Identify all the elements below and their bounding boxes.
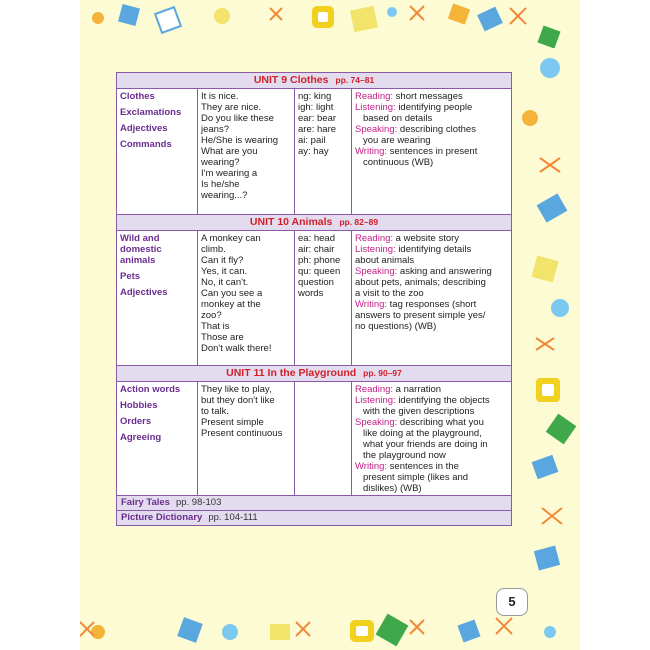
topic: Pets xyxy=(120,271,141,282)
topic: Commands xyxy=(120,139,172,150)
skill-reading xyxy=(355,91,508,102)
skill-text: with the given descriptions xyxy=(363,406,475,417)
skill-listening xyxy=(355,244,508,255)
unit-10-heading xyxy=(117,215,511,231)
skill-text: describing clothes xyxy=(399,124,476,135)
skill-text: about animals xyxy=(355,255,415,266)
topic: Wild and domestic animals xyxy=(120,233,162,266)
skill-label: Reading: xyxy=(355,384,394,395)
contents-table xyxy=(116,72,512,526)
language-line: He/She is wearing xyxy=(201,135,279,146)
skill-text: answers to present simple yes/ xyxy=(355,310,486,321)
skill-text: what your friends are doing in xyxy=(363,439,488,450)
skill-label: Listening: xyxy=(355,395,396,406)
phonics-line: ng: king xyxy=(298,91,332,102)
language-line: climb. xyxy=(201,244,226,255)
language-line: Those are xyxy=(201,332,244,343)
skill-text: sentences in present xyxy=(389,146,478,157)
skill-text: you are wearing xyxy=(363,135,431,146)
language-line: jeans? xyxy=(201,124,229,135)
unit-9-row xyxy=(117,89,511,215)
language-line: wearing...? xyxy=(201,190,248,201)
unit-10-skills xyxy=(352,231,511,365)
fairy-tales-row xyxy=(117,495,511,510)
skill-text: a visit to the zoo xyxy=(355,288,424,299)
language-line: No, it can't. xyxy=(201,277,249,288)
topic: Orders xyxy=(120,416,152,427)
picture-dictionary-title: Picture Dictionary xyxy=(121,512,203,523)
unit-11-pages: pp. 90–97 xyxy=(363,368,402,378)
topic: Hobbies xyxy=(120,400,158,411)
topic: Adjectives xyxy=(120,123,168,134)
language-line: Don't walk there! xyxy=(201,343,272,354)
skill-speaking xyxy=(355,266,508,277)
unit-9-heading xyxy=(117,73,511,89)
decorative-border-right xyxy=(520,48,580,602)
unit-9-pages: pp. 74–81 xyxy=(335,75,375,85)
skill-text: short messages xyxy=(395,91,463,102)
topic: Adjectives xyxy=(120,287,168,298)
topic: Action words xyxy=(120,384,181,395)
language-line: but they don't like xyxy=(201,395,275,406)
fairy-tales-pages: pp. 98-103 xyxy=(175,497,222,508)
skill-label: Speaking: xyxy=(355,417,398,428)
picture-dictionary-pages: pp. 104-111 xyxy=(208,512,258,523)
phonics-line: words xyxy=(298,288,324,299)
skill-text: identifying people xyxy=(398,102,473,113)
skill-text: identifying details xyxy=(398,244,472,255)
language-line: It is nice. xyxy=(201,91,239,102)
skill-text: the playground now xyxy=(363,450,446,461)
skill-label: Writing: xyxy=(355,299,388,310)
language-line: Is he/she xyxy=(201,179,240,190)
skill-text: about pets, animals; describing xyxy=(355,277,486,288)
language-line: Present simple xyxy=(201,417,264,428)
skill-text: continuous (WB) xyxy=(363,157,434,168)
skill-reading xyxy=(355,384,508,395)
unit-9-topics xyxy=(117,89,198,214)
skill-text: asking and answering xyxy=(399,266,492,277)
skill-text: identifying the objects xyxy=(398,395,490,406)
unit-11-row xyxy=(117,382,511,495)
unit-10-title: UNIT 10 Animals xyxy=(249,216,333,228)
phonics-line: air: chair xyxy=(298,244,335,255)
phonics-line: question xyxy=(298,277,334,288)
skill-reading xyxy=(355,233,508,244)
skill-text: like doing at the playground, xyxy=(363,428,482,439)
unit-9-phonics xyxy=(295,89,352,214)
language-line: Present continuous xyxy=(201,428,283,439)
phonics-line: ear: bear xyxy=(298,113,337,124)
language-line: Can you see a xyxy=(201,288,263,299)
skill-text: a website story xyxy=(395,233,460,244)
skill-writing xyxy=(355,299,508,310)
skill-listening xyxy=(355,395,508,406)
phonics-line: ea: head xyxy=(298,233,335,244)
skill-writing xyxy=(355,146,508,157)
language-line: They are nice. xyxy=(201,102,262,113)
unit-10-topics xyxy=(117,231,198,365)
skill-text: based on details xyxy=(363,113,433,124)
skill-text: dislikes) (WB) xyxy=(363,483,422,494)
topic: Clothes xyxy=(120,91,155,102)
language-line: monkey at the xyxy=(201,299,261,310)
skill-label: Writing: xyxy=(355,461,388,472)
unit-11-skills xyxy=(352,382,511,495)
page-number: 5 xyxy=(496,588,528,616)
skill-label: Reading: xyxy=(355,91,394,102)
picture-dictionary-row xyxy=(117,510,511,525)
skill-text: tag responses (short xyxy=(389,299,477,310)
skill-label: Speaking: xyxy=(355,124,398,135)
language-line: wearing? xyxy=(201,157,240,168)
decorative-border-top xyxy=(80,0,580,48)
skill-label: Listening: xyxy=(355,244,396,255)
topic: Agreeing xyxy=(120,432,162,443)
topic: Exclamations xyxy=(120,107,182,118)
unit-9-skills xyxy=(352,89,511,214)
language-line: I'm wearing a xyxy=(201,168,258,179)
skill-label: Writing: xyxy=(355,146,388,157)
skill-text: no questions) (WB) xyxy=(355,321,437,332)
unit-11-topics xyxy=(117,382,198,495)
language-line: That is xyxy=(201,321,230,332)
language-line: zoo? xyxy=(201,310,222,321)
skill-text: describing what you xyxy=(399,417,484,428)
skill-text: present simple (likes and xyxy=(363,472,469,483)
phonics-line: igh: light xyxy=(298,102,334,113)
unit-9-language xyxy=(198,89,295,214)
phonics-line: qu: queen xyxy=(298,266,341,277)
phonics-line: are: hare xyxy=(298,124,337,135)
unit-11-heading xyxy=(117,366,511,382)
unit-9-title: UNIT 9 Clothes xyxy=(253,74,329,86)
unit-10-pages: pp. 82–89 xyxy=(339,217,379,227)
skill-label: Speaking: xyxy=(355,266,398,277)
book-page xyxy=(80,0,580,650)
skill-writing xyxy=(355,461,508,472)
skill-speaking xyxy=(355,417,508,428)
phonics-line: ay: hay xyxy=(298,146,329,157)
language-line: What are you xyxy=(201,146,258,157)
language-line: Yes, it can. xyxy=(201,266,248,277)
fairy-tales-title: Fairy Tales xyxy=(121,497,170,508)
unit-11-phonics xyxy=(295,382,352,495)
unit-11-language xyxy=(198,382,295,495)
unit-11-title: UNIT 11 In the Playground xyxy=(226,367,357,379)
skill-text: a narration xyxy=(395,384,442,395)
skill-listening xyxy=(355,102,508,113)
language-line: A monkey can xyxy=(201,233,261,244)
skill-speaking xyxy=(355,124,508,135)
skill-text: sentences in the xyxy=(389,461,459,472)
unit-10-row xyxy=(117,231,511,366)
unit-10-language xyxy=(198,231,295,365)
phonics-line: ai: pail xyxy=(298,135,326,146)
unit-10-phonics xyxy=(295,231,352,365)
language-line: Do you like these xyxy=(201,113,274,124)
skill-label: Listening: xyxy=(355,102,396,113)
language-line: Can it fly? xyxy=(201,255,244,266)
language-line: They like to play, xyxy=(201,384,272,395)
skill-label: Reading: xyxy=(355,233,394,244)
language-line: to talk. xyxy=(201,406,229,417)
phonics-line: ph: phone xyxy=(298,255,341,266)
